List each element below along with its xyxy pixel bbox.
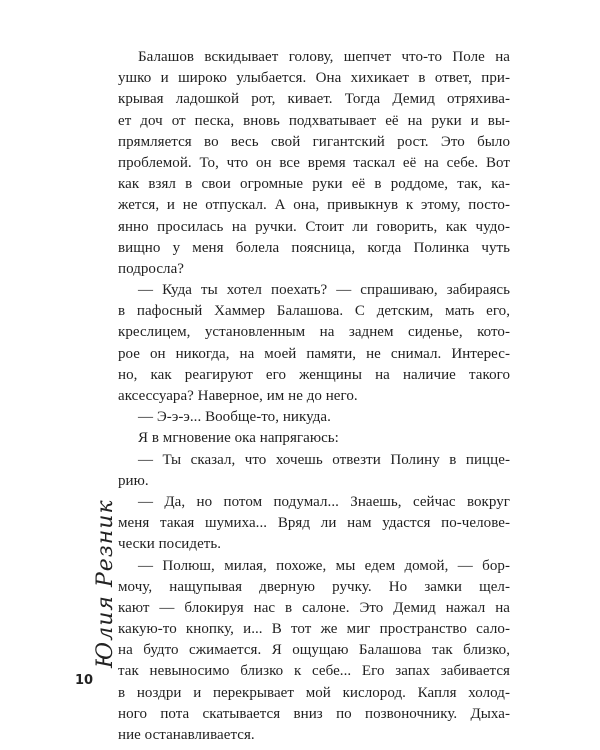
text-line: чески посидеть. — [118, 536, 222, 553]
text-line: ушко и широко улыбается. Она хихикает в ответ, при- — [118, 70, 510, 87]
text-line: так невыносимо близко к себе... Его запах забивается — [118, 663, 510, 680]
text-line: в ноздри и перекрывает мой кислород. Капля холод- — [118, 684, 510, 701]
text-line: ние останавливается. — [118, 727, 255, 743]
text-line: крывая ладошкой рот, кивает. Тогда Демид отряхива- — [118, 91, 510, 108]
text-line: на будто сжимается. Я ощущаю Балашова так близко, — [118, 642, 510, 659]
text-line: жется, и не отпускал. А она, привыкнув к этому, посто- — [118, 197, 510, 214]
text-line: рию. — [118, 472, 149, 489]
text-line: прямляется во весь свой гигантский рост. Это было — [118, 133, 510, 150]
text-line: вищно у меня болела поясница, когда Полинка чуть — [118, 239, 510, 256]
text-line: рое он никогда, на моей памяти, не снимал. Интерес- — [118, 345, 510, 362]
text-line: как взял в свои огромные руки её в роддоме, так, ка- — [118, 176, 510, 193]
text-line: Я в мгновение ока напрягаюсь: — [138, 430, 339, 447]
body-text — [118, 47, 510, 746]
text-line: Балашов вскидывает голову, шепчет что-то Поле на — [138, 49, 510, 65]
text-line: мочу, нащупывая дверную ручку. Но замки щел- — [118, 578, 510, 595]
text-line: какую-то кнопку, и... В тот же миг пространство сало- — [118, 621, 510, 638]
author-name: Юлия Резник — [93, 499, 118, 668]
text-line: — Полюш, милая, похоже, мы едем домой, — бор- — [138, 557, 510, 574]
text-line: янно просилась на ручки. Стоит ли говорить, как чудо- — [118, 218, 510, 235]
text-line: проблемой. То, что он все время таскал её на себе. Вот — [118, 154, 510, 171]
text-line: — Э-э-э... Вообще-то, никуда. — [138, 409, 331, 426]
text-line: ного пота скатывается вниз по позвоночнику. Дыха- — [118, 705, 510, 722]
text-line: подросла? — [118, 260, 185, 277]
page-number: 10 — [75, 673, 94, 688]
text-line: — Да, но потом подумал... Знаешь, сейчас вокруг — [138, 493, 510, 510]
text-line: ет доч от песка, вновь подхватывает её на руки и вы- — [118, 112, 510, 129]
text-line: в пафосный Хаммер Балашова. С детским, мать его, — [118, 303, 510, 320]
text-line: меня такая шумиха... Вряд ли нам удастся по-челове- — [118, 515, 510, 532]
text-line: — Ты сказал, что хочешь отвезти Полину в пицце- — [138, 451, 510, 468]
text-line: аксессуара? Наверное, им не до него. — [118, 388, 358, 404]
author-name-vertical — [75, 499, 118, 670]
text-line: но, как реагируют его женщины на наличие такого — [118, 366, 510, 383]
text-line: кают — блокируя нас в салоне. Это Демид нажал на — [118, 599, 510, 616]
text-line: креслицем, установленным на заднем сиденье, кото- — [118, 324, 510, 341]
text-line: — Куда ты хотел поехать? — спрашиваю, забираясь — [138, 282, 510, 299]
